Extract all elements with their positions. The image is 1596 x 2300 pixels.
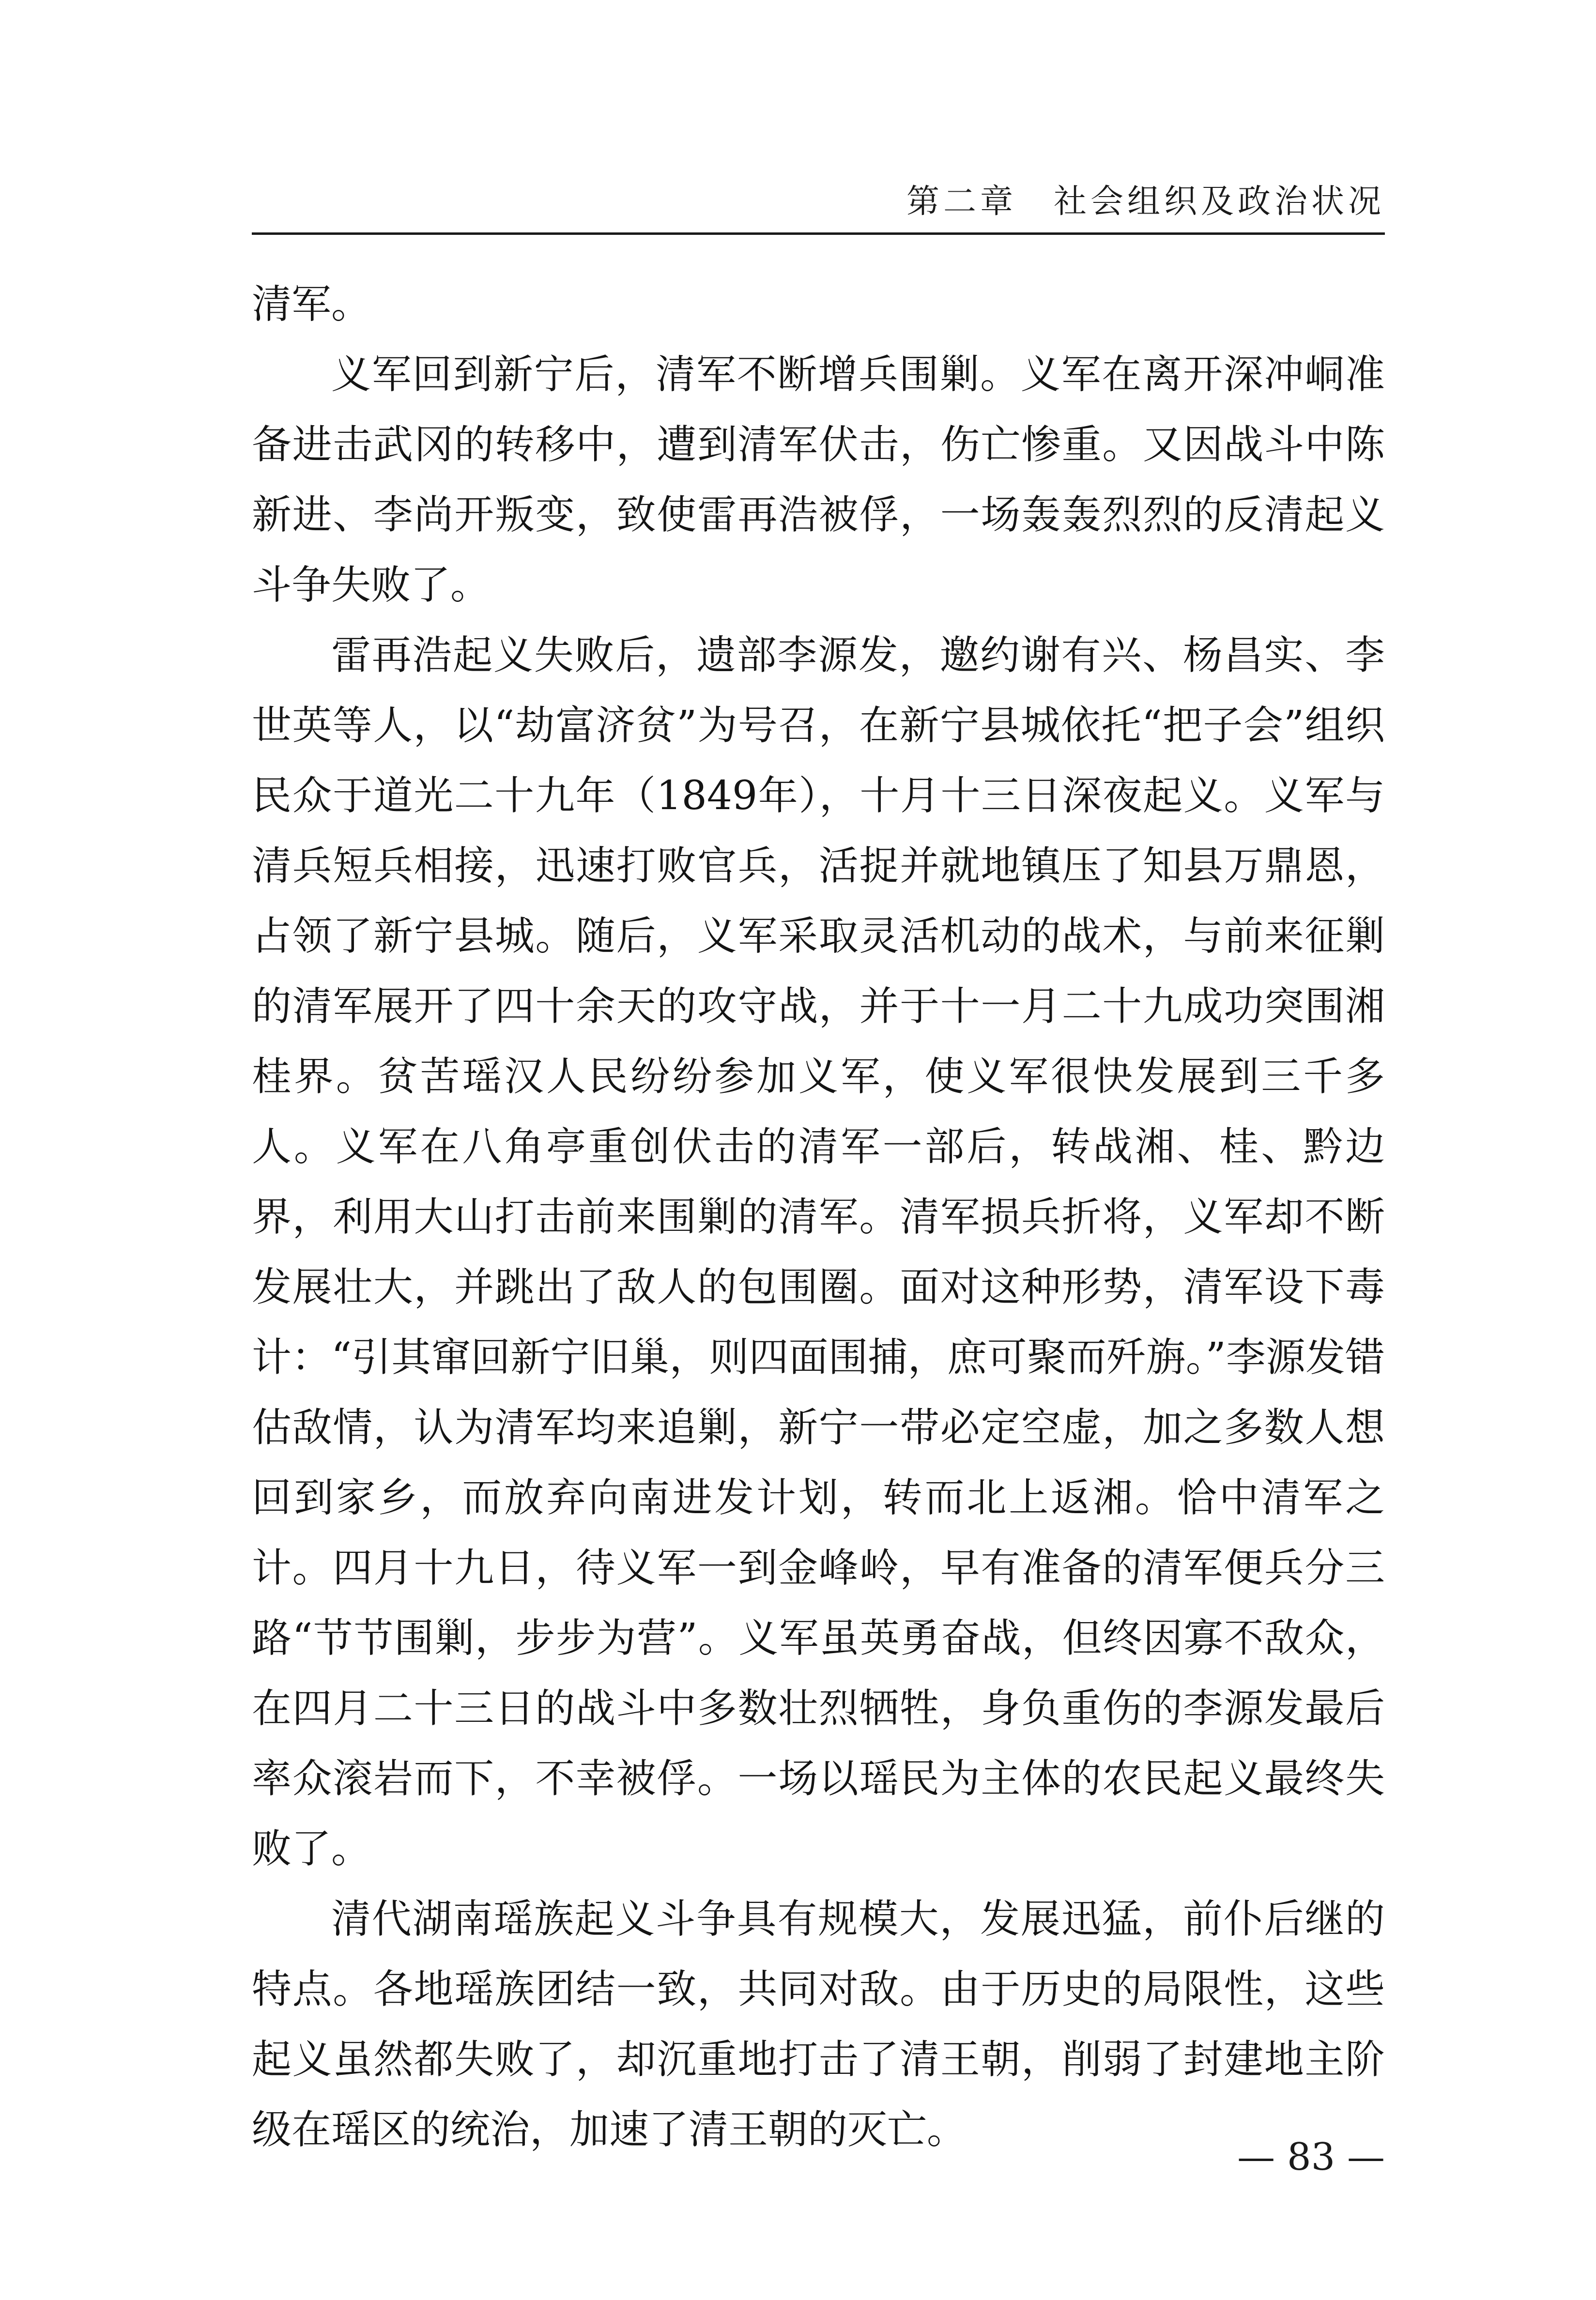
page-number: — 83 — — [1237, 2135, 1385, 2179]
body-text — [252, 269, 1385, 2165]
paragraph-continuation: 清军。 — [252, 281, 371, 327]
paragraph-defeat-of-lei-zaihao: 义军回到新宁后，清军不断增兵围剿。义军在离开深冲峒准备进击武冈的转移中，遭到清军伏击，伤亡惨重。又因战斗中陈新进、李尚开叛变，致使雷再浩被俘，一场轰轰烈烈的反清起义斗争失败了。 — [252, 352, 1385, 608]
running-header: 第二章 社会组织及政治状况 — [906, 183, 1385, 221]
header-divider — [252, 232, 1385, 235]
paragraph-li-yuanfa-uprising: 雷再浩起义失败后，遗部李源发，邀约谢有兴、杨昌实、李世英等人，以“劫富济贫”为号召，在新宁县城依托“把子会”组织民众于道光二十九年（1849年），十月十三日深夜起义。义军与清兵短兵相接，迅速打败官兵，活捉并就地镇压了知县万鼎恩，占领了新宁县城。随后，义军采取灵活机动的战术，与前来征剿的清军展开了四十余天的攻守战，并于十一月二十九成功突围湘桂界。贫苦瑶汉人民纷纷参加义军，使义军很快发展到三千多人。义军在八角亭重创伏击的清军一部后，转战湘、桂、黔边界，利用大山打击前来围剿的清军。清军损兵折将，义军却不断发展壮大，并跳出了敌人的包围圈。面对这种形势，清军设下毒计：“引其窜回新宁旧巢，则四面围捕，庶可聚而歼旃。”李源发错估敌情，认为清军均来追剿，新宁一带必定空虚，加之多数人想回到家乡，而放弃向南进发计划，转而北上返湘。恰中清军之计。四月十九日，待义军一到金峰岭，早有准备的清军便兵分三路“节节围剿，步步为营”。义军虽英勇奋战，但终因寡不敌众，在四月二十三日的战斗中多数壮烈牺牲，身负重伤的李源发最后率众滚岩而下，不幸被俘。一场以瑶民为主体的农民起义最终失败了。 — [252, 632, 1385, 1872]
paragraph-conclusion: 清代湖南瑶族起义斗争具有规模大，发展迅猛，前仆后继的特点。各地瑶族团结一致，共同对敌。由于历史的局限性，这些起义虽然都失败了，却沉重地打击了清王朝，削弱了封建地主阶级在瑶区的统治，加速了清王朝的灭亡。 — [252, 1896, 1385, 2153]
